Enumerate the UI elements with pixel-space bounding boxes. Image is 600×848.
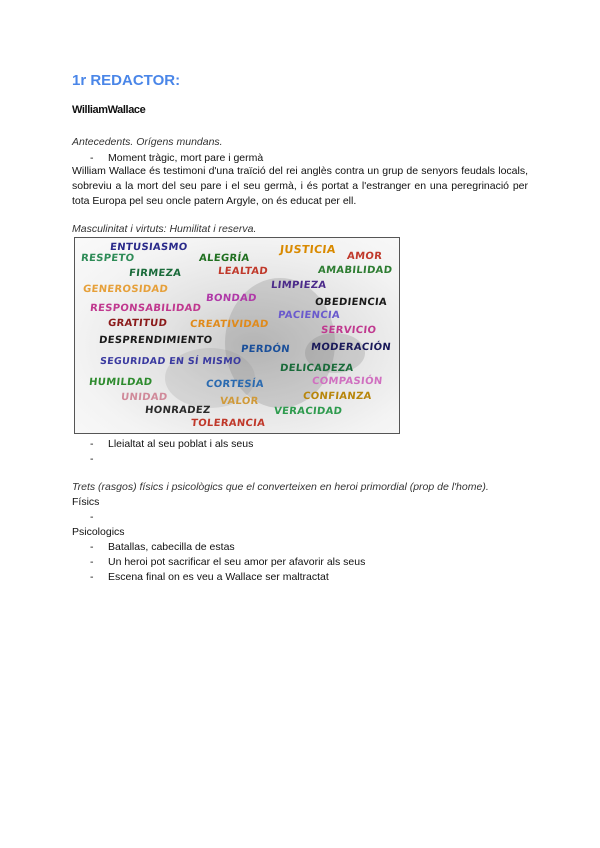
word-cloud-word: TOLERANCIA <box>190 418 266 429</box>
word-cloud-word: CONFIANZA <box>302 391 373 402</box>
list-item-text: Escena final on es veu a Wallace ser maltractat <box>108 571 329 583</box>
word-cloud-word: DESPRENDIMIENTO <box>98 335 213 346</box>
values-word-cloud-image <box>74 237 400 434</box>
psicologics-label: Psicologics <box>72 526 125 538</box>
word-cloud-word: RESPETO <box>80 253 135 264</box>
list-item-text: Moment tràgic, mort pare i germà <box>108 152 264 164</box>
word-cloud-word: LEALTAD <box>217 266 269 277</box>
bullet-dash: - <box>90 152 94 164</box>
word-cloud-word: COMPASIÓN <box>311 376 384 387</box>
page-subtitle: WilliamWallace <box>72 104 146 116</box>
antecedents-title: Antecedents. Orígens mundans. <box>72 136 223 148</box>
bullet-dash: - <box>90 541 94 553</box>
word-cloud-word: AMOR <box>346 251 383 262</box>
word-cloud-word: FIRMEZA <box>128 268 182 279</box>
bullet-dash: - <box>90 556 94 568</box>
word-cloud-word: SERVICIO <box>320 325 377 336</box>
bullet-dash: - <box>90 453 94 465</box>
word-cloud-word: VALOR <box>219 396 260 407</box>
word-cloud-word: PERDÓN <box>240 344 291 355</box>
trets-title: Trets (rasgos) físics i psicològics que el converteixen en heroi primordial (prop de l'home). <box>72 481 489 493</box>
word-cloud-word: SEGURIDAD EN SÍ MISMO <box>99 356 242 367</box>
word-cloud-word: ENTUSIASMO <box>109 242 189 253</box>
word-cloud-word: LIMPIEZA <box>270 280 327 291</box>
list-item-text: Lleialtat al seu poblat i als seus <box>108 438 254 450</box>
word-cloud-word: BONDAD <box>205 293 258 304</box>
word-cloud-word: DELICADEZA <box>279 363 355 374</box>
word-cloud-word: UNIDAD <box>120 392 168 403</box>
word-cloud-word: ALEGRÍA <box>198 253 250 264</box>
word-cloud-word: GRATITUD <box>107 318 168 329</box>
bullet-dash: - <box>90 571 94 583</box>
word-cloud-word: PACIENCIA <box>277 310 341 321</box>
word-cloud-word: VERACIDAD <box>273 406 343 417</box>
word-cloud-word: HONRADEZ <box>144 405 212 416</box>
fisics-label: Físics <box>72 496 100 508</box>
page-title: 1r REDACTOR: <box>72 72 181 89</box>
word-cloud-word: GENEROSIDAD <box>82 284 169 295</box>
antecedents-paragraph: William Wallace és testimoni d'una traïció del rei anglès contra un grup de senyors feudals locals, sobreviu a la mort del seu pare i el seu germà, i és portat a l'estranger en una peregrinació per tota Europa pel seu oncle patern Argyle, on és educat per ell. <box>72 165 528 207</box>
word-cloud-word: AMABILIDAD <box>317 265 393 276</box>
word-cloud-word: RESPONSABILIDAD <box>89 303 202 314</box>
masculinitat-title: Masculinitat i virtuts: Humilitat i reserva. <box>72 223 257 235</box>
word-cloud-word: JUSTICIA <box>279 243 337 256</box>
word-cloud-word: CREATIVIDAD <box>189 319 270 330</box>
list-item-text: Batallas, cabecilla de estas <box>108 541 235 553</box>
bullet-dash: - <box>90 438 94 450</box>
word-cloud-word: MODERACIÓN <box>310 342 392 353</box>
word-cloud-word: HUMILDAD <box>88 377 153 388</box>
bullet-dash: - <box>90 511 94 523</box>
word-cloud-word: CORTESÍA <box>205 379 265 390</box>
list-item-text: Un heroi pot sacrificar el seu amor per afavorir als seus <box>108 556 366 568</box>
word-cloud-word: OBEDIENCIA <box>314 297 388 308</box>
